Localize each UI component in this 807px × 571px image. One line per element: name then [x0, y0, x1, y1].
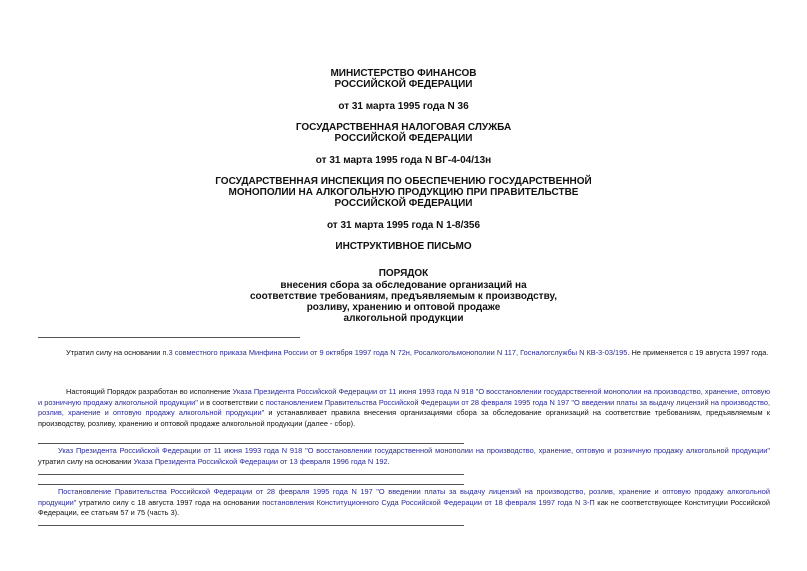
inspection-date [0, 220, 807, 231]
note1-bottom-rule [38, 474, 464, 475]
order-line-1: внесения сбора за обследование организаций на [280, 280, 527, 291]
tax-heading [0, 122, 807, 144]
note2-resolution-link[interactable]: Постановление Правительства Российской Федерации от 28 февраля 1995 года N 197 "О введении платы за выдачу лицензий на производство, розлив, хранение и оптовую продажу алкогольной продукции" [38, 487, 770, 507]
order-line-4: алкогольной продукции [343, 313, 464, 324]
tax-date [0, 155, 807, 166]
separator-rule [38, 337, 300, 338]
inspection-line-1: ГОСУДАРСТВЕННАЯ ИНСПЕКЦИЯ ПО ОБЕСПЕЧЕНИЮ ГОСУДАРСТВЕННОЙ [215, 176, 592, 187]
decree-192-link[interactable]: Указа Президента Российской Федерации от 13 февраля 1996 года N 192 [133, 456, 388, 466]
minfin-heading [0, 68, 807, 90]
decree-918-link[interactable]: Указа Президента Российской Федерации от 11 июня 1993 года N 918 "О восстановлении государственной монополии на производство, хранение, оптовую и розничную продажу алкогольной продукции" [38, 387, 770, 407]
note1-paragraph [38, 446, 770, 467]
status-text: Утратил силу на основании [66, 348, 163, 357]
minfin-line-2: РОССИЙСКОЙ ФЕДЕРАЦИИ [334, 79, 473, 90]
minfin-date-text: от 31 марта 1995 года N 36 [338, 101, 469, 112]
intro-text-3: и устанавливает правила внесения организациями сбора за обследование организаций на соответствие требованиям, предъявляемым к производству, розливу, хранению и оптовой продаже алкогольной продукции (далее - сбор). [38, 408, 770, 428]
intro-text-1: Настоящий Порядок разработан во исполнение [66, 387, 233, 396]
status-text-end: . Не применяется с 19 августа 1997 года. [627, 348, 769, 357]
tax-line-2: РОССИЙСКОЙ ФЕДЕРАЦИИ [334, 133, 473, 144]
intro-text-2: и в соответствии с [197, 397, 266, 407]
inspection-line-2: МОНОПОЛИИ НА АЛКОГОЛЬНУЮ ПРОДУКЦИЮ ПРИ ПРАВИТЕЛЬСТВЕ [228, 187, 579, 198]
note1-text-1: утратил силу на основании [38, 456, 134, 466]
note1-decree-link[interactable]: Указ Президента Российской Федерации от 11 июня 1993 года N 918 "О восстановлении государственной монополии на производство, хранение, оптовую и розничную продажу алкогольной продукции" [58, 446, 770, 455]
note1-text-2: . [387, 456, 390, 466]
note1-top-rule [38, 443, 464, 444]
order-title-text: ПОРЯДОК [378, 268, 429, 279]
inspection-line-3: РОССИЙСКОЙ ФЕДЕРАЦИИ [334, 198, 473, 209]
tax-line-1: ГОСУДАРСТВЕННАЯ НАЛОГОВАЯ СЛУЖБА [295, 122, 512, 133]
note2-bottom-rule [38, 525, 464, 526]
order-line-2: соответствие требованиям, предъявляемым к производству, [249, 291, 558, 302]
order-line-3: розливу, хранению и оптовой продаже [306, 302, 501, 313]
status-order-link[interactable]: п.3 совместного приказа Минфина России от 9 октября 1997 года N 72н, Росалкогольмонополии N 117, Госналогслужбы N КВ-3-03/195 [162, 348, 628, 357]
minfin-date [0, 101, 807, 112]
tax-date-text: от 31 марта 1995 года N ВГ-4-04/13н [315, 155, 492, 166]
order-subtitle [0, 280, 807, 324]
inspection-date-text: от 31 марта 1995 года N 1-8/356 [326, 220, 481, 231]
minfin-line-1: МИНИСТЕРСТВО ФИНАНСОВ [330, 68, 477, 79]
constitutional-court-link[interactable]: постановления Конституционного Суда Российской Федерации от 18 февраля 1997 года N 3-П [262, 497, 595, 507]
inspection-heading [0, 176, 807, 209]
doc-type [0, 241, 807, 252]
note2-text-1: утратило силу с 18 августа 1997 года на основании [76, 497, 263, 507]
note2-text-2: как не соответствующее Конституции Российской Федерации, ее статьям 57 и 75 (часть 3). [38, 497, 770, 518]
doc-type-text: ИНСТРУКТИВНОЕ ПИСЬМО [335, 241, 472, 252]
note2-top-rule [38, 484, 464, 485]
note2-paragraph [38, 487, 770, 519]
status-note [66, 348, 786, 359]
order-title [0, 268, 807, 279]
intro-paragraph [38, 387, 770, 429]
resolution-197-link[interactable]: постановлением Правительства Российской Федерации от 28 февраля 1995 года N 197 "О введении платы за выдачу лицензий на производство, розлив, хранение и оптовую продажу алкогольной продукции" [38, 397, 770, 418]
